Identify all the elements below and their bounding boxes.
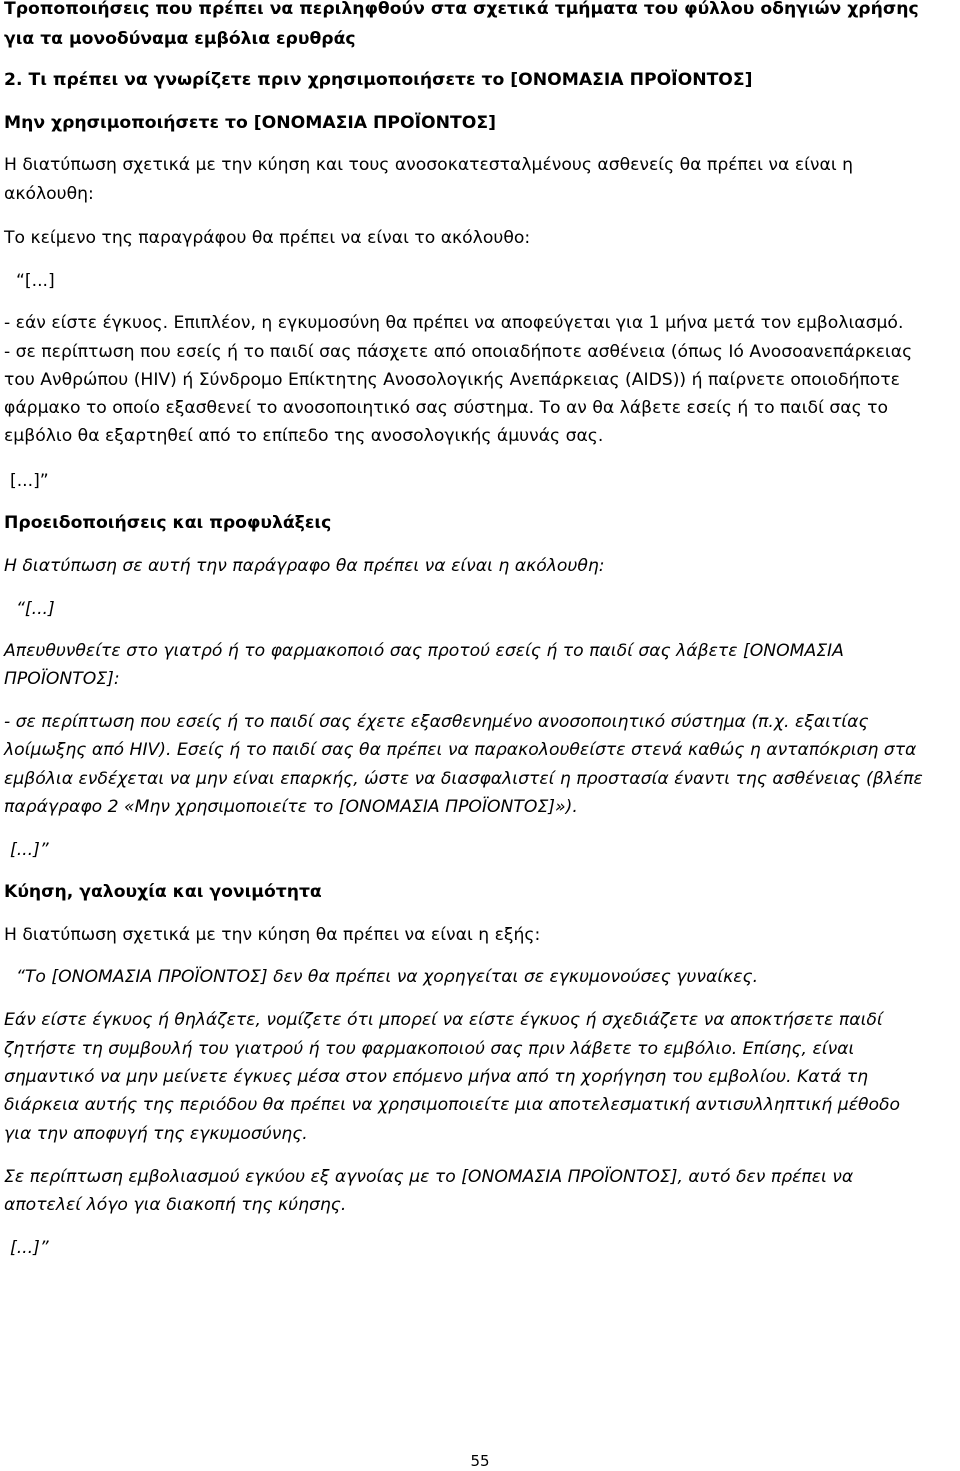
contraindication-hiv-line-4: εμβόλιο θα εξαρτηθεί από το επίπεδο της ανοσολογικής άμυνάς σας. bbox=[4, 426, 604, 446]
section-2-title: 2. Τι πρέπει να γνωρίζετε πριν χρησιμοποιήσετε το [ΟΝΟΜΑΣΙΑ ΠΡΟΪΟΝΤΟΣ] bbox=[4, 70, 753, 90]
pregnancy-advice-line-2: ζητήστε τη συμβουλή του γιατρού ή του φαρμακοποιού σας πριν λάβετε το εμβόλιο. Επίσης, είναι bbox=[4, 1039, 855, 1059]
quote-close-ellipsis: [...]” bbox=[10, 471, 49, 491]
warnings-hiv-line-3: εμβόλια ενδέχεται να μην είναι επαρκής, ώστε να διασφαλιστεί η προστασία έναντι της ασθένειας (βλέπε bbox=[4, 769, 923, 789]
warnings-intro: Η διατύπωση σε αυτή την παράγραφο θα πρέπει να είναι η ακόλουθη: bbox=[4, 556, 605, 576]
warnings-consult-line-1: Απευθυνθείτε στο γιατρό ή το φαρμακοποιό σας προτού εσείς ή το παιδί σας λάβετε [ΟΝΟΜΑΣΙΑ bbox=[4, 641, 844, 661]
contraindication-pregnancy: - εάν είστε έγκυος. Επιπλέον, η εγκυμοσύνη θα πρέπει να αποφεύγεται για 1 μήνα μετά τον εμβολιασμό. bbox=[4, 313, 904, 333]
contraindication-hiv-line-1: - σε περίπτωση που εσείς ή το παιδί σας πάσχετε από οποιαδήποτε ασθένεια (όπως Ιό Ανοσοανεπάρκειας bbox=[4, 342, 913, 362]
page-number: 55 bbox=[470, 1452, 490, 1470]
pregnancy-intro: Η διατύπωση σχετικά με την κύηση θα πρέπει να είναι η εξής: bbox=[4, 925, 541, 945]
quote-open-ellipsis: “[...] bbox=[16, 271, 55, 291]
pregnancy-inadvertent-line-2: αποτελεί λόγο για διακοπή της κύησης. bbox=[4, 1195, 347, 1215]
contraindication-hiv-line-3: φάρμακο το οποίο εξασθενεί το ανοσοποιητικό σας σύστημα. Το αν θα λάβετε εσείς ή το παιδί σας το bbox=[4, 398, 888, 418]
subsection-do-not-use-title: Μην χρησιμοποιήσετε το [ΟΝΟΜΑΣΙΑ ΠΡΟΪΟΝΤΟΣ] bbox=[4, 113, 496, 133]
pregnancy-quote-open: “Το [ΟΝΟΜΑΣΙΑ ΠΡΟΪΟΝΤΟΣ] δεν θα πρέπει να χορηγείται σε εγκυμονούσες γυναίκες. bbox=[16, 967, 759, 987]
pregnancy-inadvertent-line-1: Σε περίπτωση εμβολιασμού εγκύου εξ αγνοίας με το [ΟΝΟΜΑΣΙΑ ΠΡΟΪΟΝΤΟΣ], αυτό δεν πρέπει να bbox=[4, 1167, 854, 1187]
warnings-hiv-line-1: - σε περίπτωση που εσείς ή το παιδί σας έχετε εξασθενημένο ανοσοποιητικό σύστημα (π.χ. εξαιτίας bbox=[4, 712, 869, 732]
pregnancy-advice-line-3: σημαντικό να μην μείνετε έγκυες μέσα στον επόμενο μήνα από τη χορήγηση του εμβολίου. Κατά τη bbox=[4, 1067, 869, 1087]
pregnancy-advice-line-4: διάρκεια αυτής της περιόδου θα πρέπει να χρησιμοποιείτε μια αποτελεσματική αντισυλληπτική μέθοδο bbox=[4, 1095, 901, 1115]
warnings-hiv-line-2: λοίμωξης από HIV). Εσείς ή το παιδί σας θα πρέπει να παρακολουθείστε στενά καθώς η ανταπόκριση στα bbox=[4, 740, 917, 760]
document-heading-line-2: για τα μονοδύναμα εμβόλια ερυθράς bbox=[4, 29, 356, 49]
pregnancy-lactation-fertility-title: Κύηση, γαλουχία και γονιμότητα bbox=[4, 882, 322, 902]
warnings-hiv-line-4: παράγραφο 2 «Μην χρησιμοποιείτε το [ΟΝΟΜΑΣΙΑ ΠΡΟΪΟΝΤΟΣ]»). bbox=[4, 797, 578, 817]
contraindication-hiv-line-2: του Ανθρώπου (HIV) ή Σύνδρομο Επίκτητης Ανοσολογικής Ανεπάρκειας (AIDS)) ή παίρνετε οποιοδήποτε bbox=[4, 370, 900, 390]
paragraph-text-intro: Το κείμενο της παραγράφου θα πρέπει να είναι το ακόλουθο: bbox=[4, 228, 531, 248]
pregnancy-quote-close-ellipsis: [...]” bbox=[10, 1238, 49, 1258]
document-heading-line-1: Τροποποιήσεις που πρέπει να περιληφθούν στα σχετικά τμήματα του φύλλου οδηγιών χρήσης bbox=[4, 0, 919, 19]
warnings-quote-close-ellipsis: [...]” bbox=[10, 840, 49, 860]
pregnancy-advice-line-1: Εάν είστε έγκυος ή θηλάζετε, νομίζετε ότι μπορεί να είστε έγκυος ή σχεδιάζετε να αποκτήσετε παιδί bbox=[4, 1010, 883, 1030]
warnings-precautions-title: Προειδοποιήσεις και προφυλάξεις bbox=[4, 513, 332, 533]
pregnancy-advice-line-5: για την αποφυγή της εγκυμοσύνης. bbox=[4, 1124, 308, 1144]
pregnancy-immuno-intro-line-2: ακόλουθη: bbox=[4, 184, 94, 204]
pregnancy-immuno-intro-line-1: Η διατύπωση σχετικά με την κύηση και τους ανοσοκατεσταλμένους ασθενείς θα πρέπει να είναι η bbox=[4, 155, 854, 175]
warnings-quote-open-ellipsis: “[...] bbox=[16, 599, 55, 619]
warnings-consult-line-2: ΠΡΟΪΟΝΤΟΣ]: bbox=[4, 669, 120, 689]
